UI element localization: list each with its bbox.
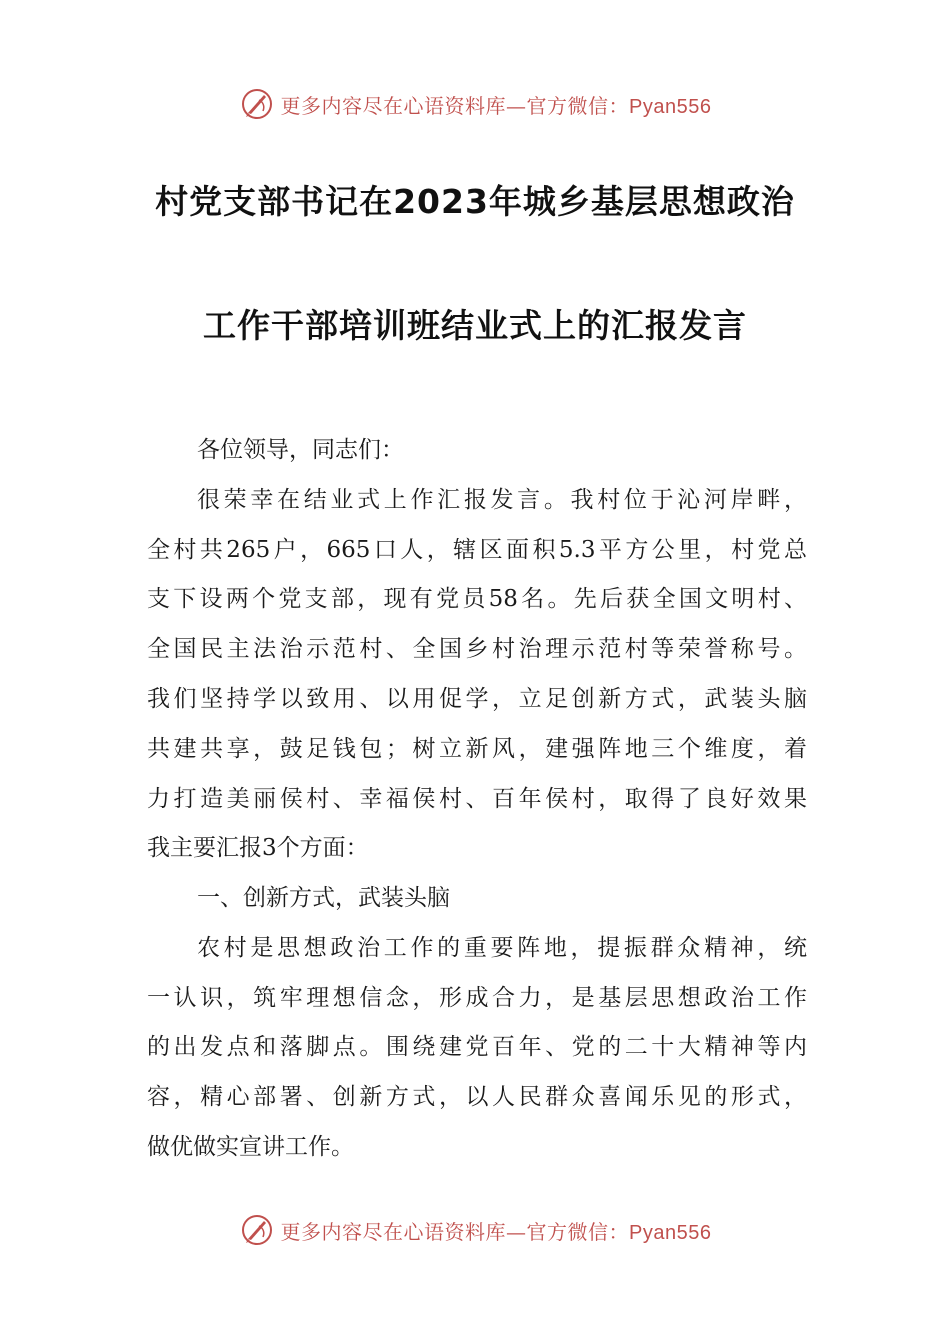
- paragraph-1-line: 我主要汇报3个方面：: [147, 835, 369, 861]
- paragraph-1-line: 支下设两个党支部，现有党员58名。先后获全国文明村、: [147, 586, 807, 612]
- salutation: 各位领导，同志们：: [197, 437, 404, 463]
- watermark-label: 更多内容尽在心语资料库—官方微信：: [280, 93, 630, 118]
- watermark-text: [281, 90, 712, 119]
- paragraph-2-line: 容，精心部署、创新方式，以人民群众喜闻乐见的形式，: [147, 1084, 807, 1110]
- wechat-id: Pyan556: [629, 95, 712, 118]
- document-title-line-1: 村党支部书记在2023年城乡基层思想政治: [155, 182, 795, 221]
- quill-pen-logo-icon: [239, 1212, 275, 1248]
- paragraph-1-line: 很荣幸在结业式上作汇报发言。我村位于沁河岸畔，: [197, 487, 807, 513]
- header-watermark-banner: [0, 82, 950, 126]
- footer-watermark-banner: [0, 1208, 950, 1252]
- section-heading-1: 一、创新方式，武装头脑: [197, 885, 450, 911]
- paragraph-1-line: 全国民主法治示范村、全国乡村治理示范村等荣誉称号。: [147, 636, 807, 662]
- watermark-label: 更多内容尽在心语资料库—官方微信：: [280, 1219, 630, 1244]
- paragraph-1-line: 力打造美丽侯村、幸福侯村、百年侯村，取得了良好效果: [147, 786, 807, 812]
- wechat-id: Pyan556: [629, 1221, 712, 1244]
- paragraph-1-line: 共建共享，鼓足钱包；树立新风，建强阵地三个维度，着: [147, 736, 807, 762]
- paragraph-2-line: 的出发点和落脚点。围绕建党百年、党的二十大精神等内: [147, 1034, 807, 1060]
- watermark-text: [281, 1216, 712, 1245]
- paragraph-2-line: 农村是思想政治工作的重要阵地，提振群众精神，统: [197, 935, 807, 961]
- paragraph-1-line: 我们坚持学以致用、以用促学，立足创新方式，武装头脑: [147, 686, 807, 712]
- paragraph-1-line: 全村共265户，665口人，辖区面积5.3平方公里，村党总: [147, 537, 807, 563]
- document-title-line-2: 工作干部培训班结业式上的汇报发言: [203, 306, 747, 345]
- paragraph-2-line: 做优做实宣讲工作。: [147, 1134, 354, 1160]
- paragraph-2-line: 一认识，筑牢理想信念，形成合力，是基层思想政治工作: [147, 985, 807, 1011]
- quill-pen-logo-icon: [239, 86, 275, 122]
